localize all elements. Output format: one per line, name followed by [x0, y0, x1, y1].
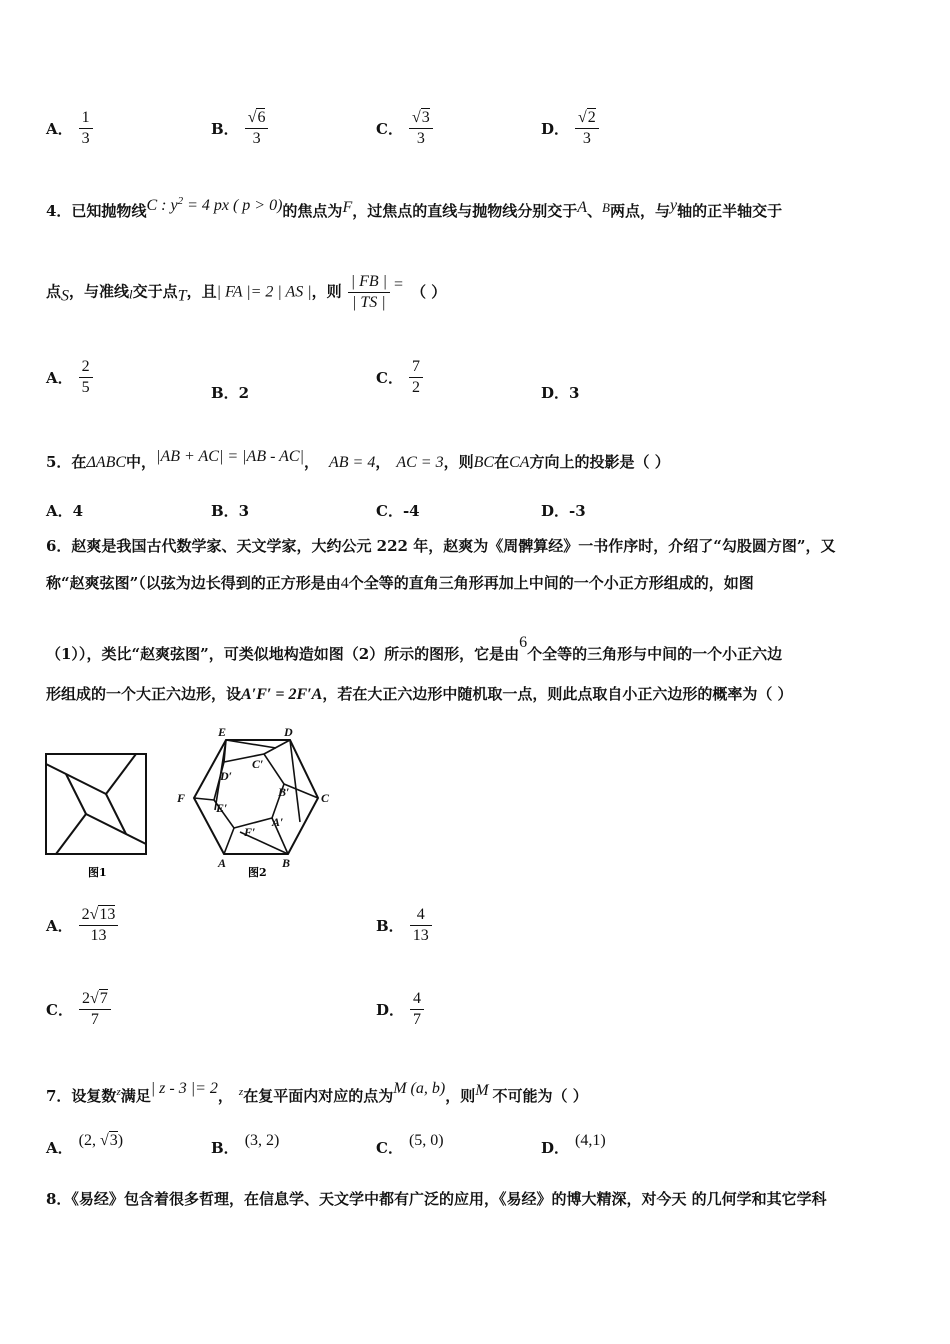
q7-stem: 7．设复数$^z$满足| z - 3 |= 2， $^z$在复平面内对应的点为M (a, b)，则M 不可能为（ ）	[46, 1080, 588, 1105]
q7-option-b[interactable]: B． (3, 2)	[211, 1132, 280, 1157]
point-A-prime: A′	[272, 815, 284, 829]
q4-stem-line1: 4．已知抛物线C : $y^2 = 4$ px ( p > 0)的焦点为F，过焦点的直线与抛物线分别交于A、B两点，与y轴的正半轴交于	[46, 195, 783, 220]
q6-stem-line3: （1）），类比“赵爽弦图”，可类似地构造如图（2）所示的图形，它是由6个全等的三角形与中间的一个小正六边	[46, 634, 783, 663]
q5-option-b[interactable]: B．3	[211, 502, 250, 520]
point-B: B	[282, 856, 291, 870]
q4-option-c[interactable]: C． $\frac{7}{2}$	[376, 357, 423, 398]
q4-option-d[interactable]: D．3	[541, 384, 580, 402]
q3-option-c[interactable]	[376, 108, 433, 149]
figure-2-caption: 图2	[248, 866, 267, 878]
point-E-prime: E′	[216, 801, 228, 815]
q8-stem-line1: 8．《易经》包含着很多哲理，在信息学、天文学中都有广泛的应用，《易经》的博大精深，对今天 的几何学和其它学科	[46, 1190, 827, 1208]
q3-option-d[interactable]	[541, 108, 599, 149]
fraction: $\frac{√3}{3}$	[409, 108, 433, 149]
q5-option-a[interactable]: A．4	[46, 502, 84, 520]
fraction: $\frac{1}{3}$	[79, 108, 93, 149]
q6-stem-line2: 称“赵爽弦图”（以弦为边长得到的正方形是由4个全等的直角三角形再加上中间的一个小正方形组成的，如图	[46, 574, 754, 592]
q6-option-b[interactable]: B． $\frac{4}{13}$	[376, 905, 432, 946]
q6-option-d[interactable]: D． $\frac{4}{7}$	[376, 989, 424, 1030]
option-label: B．	[211, 120, 239, 138]
point-C-prime: C′	[252, 757, 264, 771]
fraction: $\frac{2√7}{7}$	[79, 989, 111, 1030]
point-F-prime: F′	[244, 825, 256, 839]
fraction: $\frac{√6}{3}$	[245, 108, 269, 149]
q4-stem-line2: 点S，与准线l交于点T，且| FA |= 2 | AS |，则 $\frac{| FB |}{| TS |}$ = （ ）	[46, 273, 447, 311]
q6-option-c[interactable]: C． $\frac{2√7}{7}$	[46, 989, 111, 1030]
point-C: C	[321, 791, 330, 805]
option-label: A．	[46, 120, 73, 138]
q3-option-a[interactable]	[46, 108, 93, 149]
q6-stem-line4: 形组成的一个大正六边形，设A′F′ = 2F′A，若在大正六边形中随机取一点，则此点取自小正六边形的概率为（ ）	[46, 685, 793, 703]
q5-stem: 5．在ΔABC中，|AB + AC| = |AB - AC|， AB = 4， AC = 3，则BC在CA方向上的投影是（ ）	[46, 448, 670, 471]
figure-2-hexagon	[168, 722, 340, 878]
point-F: F	[177, 791, 186, 805]
fraction: $\frac{4}{7}$	[410, 989, 424, 1030]
fraction: $\frac{7}{2}$	[409, 357, 423, 398]
option-label: C．	[376, 120, 403, 138]
fraction: $\frac{4}{13}$	[410, 905, 432, 946]
q4-option-a[interactable]: A． $\frac{2}{5}$	[46, 357, 93, 398]
q3-option-b[interactable]	[211, 108, 268, 149]
q7-option-d[interactable]: D． (4,1)	[541, 1132, 606, 1157]
option-label: D．	[541, 120, 570, 138]
fraction: $\frac{√2}{3}$	[575, 108, 599, 149]
fraction: $\frac{2}{5}$	[79, 357, 93, 398]
fraction: $\frac{| FB |}{| TS |}$	[348, 272, 390, 313]
fraction: $\frac{2√13}{13}$	[79, 905, 119, 946]
figure-1-caption: 图1	[88, 866, 107, 878]
q7-option-a[interactable]: A． (2, √3)	[46, 1132, 124, 1157]
q4-option-b[interactable]: B．2	[211, 384, 250, 402]
q7-option-c[interactable]: C． (5, 0)	[376, 1132, 444, 1157]
point-B-prime: B′	[278, 785, 290, 799]
q6-stem-line1: 6．赵爽是我国古代数学家、天文学家，大约公元 222 年，赵爽为《周髀算经》一书作序时，介绍了“勾股圆方图”，又	[46, 537, 836, 555]
q5-option-d[interactable]: D．-3	[541, 502, 586, 520]
q5-option-c[interactable]: C．-4	[376, 502, 420, 520]
point-D: D	[284, 725, 293, 739]
point-E: E	[218, 725, 227, 739]
figure-1-zhao-shuang-square	[40, 748, 152, 878]
q6-option-a[interactable]: A． $\frac{2√13}{13}$	[46, 905, 118, 946]
point-D-prime: D′	[220, 769, 233, 783]
point-A: A	[218, 856, 227, 870]
